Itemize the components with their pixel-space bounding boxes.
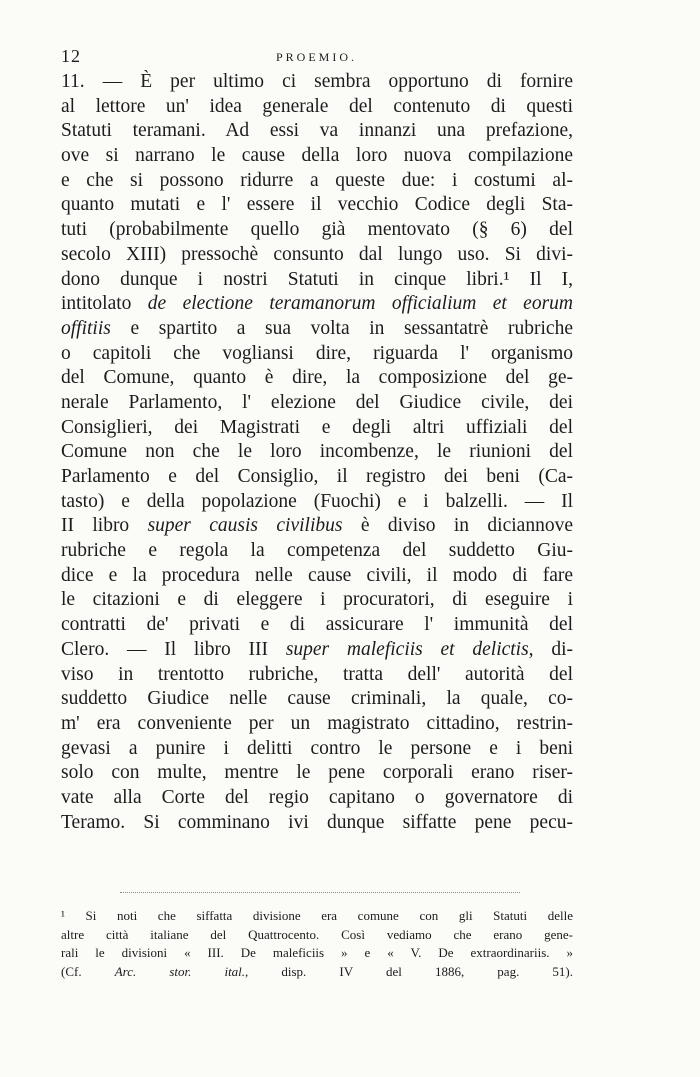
body-line: tasto) e della popolazione (Fuochi) e i balzelli. — Il bbox=[61, 490, 573, 512]
body-line: del Comune, quanto è dire, la composizione del ge- bbox=[61, 367, 573, 389]
body-line: solo con multe, mentre le pene corporali erano riser- bbox=[61, 762, 573, 784]
body-line: Statuti teramani. Ad essi va innanzi una prefazione, bbox=[61, 120, 573, 142]
body-line: vate alla Corte del regio capitano o governatore di bbox=[61, 786, 573, 808]
body-line: dice e la procedura nelle cause civili, il modo di fare bbox=[61, 564, 573, 586]
body-line: quanto mutati e l' essere il vecchio Codice degli Sta- bbox=[61, 194, 573, 216]
body-line: viso in trentotto rubriche, tratta dell' autorità del bbox=[61, 663, 573, 685]
footnote-line bbox=[61, 963, 573, 982]
body-line: 11. — È per ultimo ci sembra opportuno di fornire bbox=[61, 71, 573, 92]
body-line bbox=[61, 317, 573, 342]
body-line: al lettore un' idea generale del contenuto di questi bbox=[61, 95, 573, 117]
body-line: contratti de' privati e di assicurare l' immunità del bbox=[61, 614, 573, 636]
text-segment: intitolato bbox=[61, 293, 148, 315]
body-line bbox=[61, 638, 573, 663]
text-segment: e spartito a sua volta in sessantatrè rubriche bbox=[110, 317, 573, 339]
italic-text: offitiis bbox=[61, 317, 111, 339]
body-line: le citazioni e di eleggere i procuratori, di eseguire i bbox=[61, 589, 573, 611]
footnote bbox=[61, 907, 573, 981]
footnote-line: altre città italiane del Quattrocento. Così vediamo che erano gene- bbox=[61, 926, 573, 942]
text-segment: (Cf. bbox=[61, 963, 115, 979]
body-line: e che si possono ridurre a queste due: i costumi al- bbox=[61, 169, 573, 191]
footnote-line: rali le divisioni « III. De maleficiis » e « V. De extraordinariis. » bbox=[61, 945, 573, 960]
italic-text: super maleficiis et delictis, bbox=[285, 638, 534, 660]
italic-text: de electione teramanorum officialium et eorum bbox=[147, 293, 573, 315]
body-line: secolo XIII) pressochè consunto dal lungo uso. Si divi- bbox=[61, 243, 573, 265]
body-line: nerale Parlamento, l' elezione del Giudice civile, dei bbox=[61, 391, 573, 413]
body-line: Consiglieri, dei Magistrati e degli altri uffiziali del bbox=[61, 416, 573, 438]
body-line: dono dunque i nostri Statuti in cinque libri.¹ Il I, bbox=[61, 268, 573, 290]
body-line: ove si narrano le cause della loro nuova compilazione bbox=[61, 145, 573, 167]
body-line bbox=[61, 292, 573, 317]
body-line: Comune non che le loro incombenze, le riunioni del bbox=[61, 441, 573, 463]
footnote-separator bbox=[120, 892, 520, 893]
body-text bbox=[61, 70, 573, 835]
text-segment: II libro bbox=[61, 515, 148, 537]
body-line: suddetto Giudice nelle cause criminali, la quale, co- bbox=[61, 688, 573, 710]
body-line: Teramo. Si comminano ivi dunque siffatte pene pecu- bbox=[61, 811, 573, 833]
running-head: PROEMIO. bbox=[275, 50, 357, 64]
body-line: rubriche e regola la competenza del suddetto Giu- bbox=[61, 540, 573, 562]
italic-text: super causis civilibus bbox=[147, 515, 343, 537]
text-segment: è diviso in diciannove bbox=[342, 515, 573, 537]
body-line: m' era conveniente per un magistrato cittadino, restrin- bbox=[61, 712, 573, 734]
page-number: 12 bbox=[61, 46, 81, 66]
italic-text: Arc. stor. ital., bbox=[114, 963, 249, 979]
body-line: Parlamento e del Consiglio, il registro dei beni (Ca- bbox=[61, 466, 573, 487]
text-segment: disp. IV del 1886, pag. 51). bbox=[248, 963, 573, 979]
body-line: tuti (probabilmente quello già mentovato (§ 6) del bbox=[61, 219, 573, 241]
body-line: o capitoli che vogliansi dire, riguarda l' organismo bbox=[61, 342, 573, 364]
footnote-line: ¹ Si noti che siffatta divisione era comune con gli Statuti delle bbox=[61, 908, 573, 923]
body-line bbox=[61, 514, 573, 539]
text-segment: Clero. — Il libro III bbox=[61, 638, 286, 660]
body-line: gevasi a punire i delitti contro le persone e i beni bbox=[61, 737, 573, 759]
text-segment: di- bbox=[533, 638, 573, 660]
page-header bbox=[61, 46, 572, 70]
